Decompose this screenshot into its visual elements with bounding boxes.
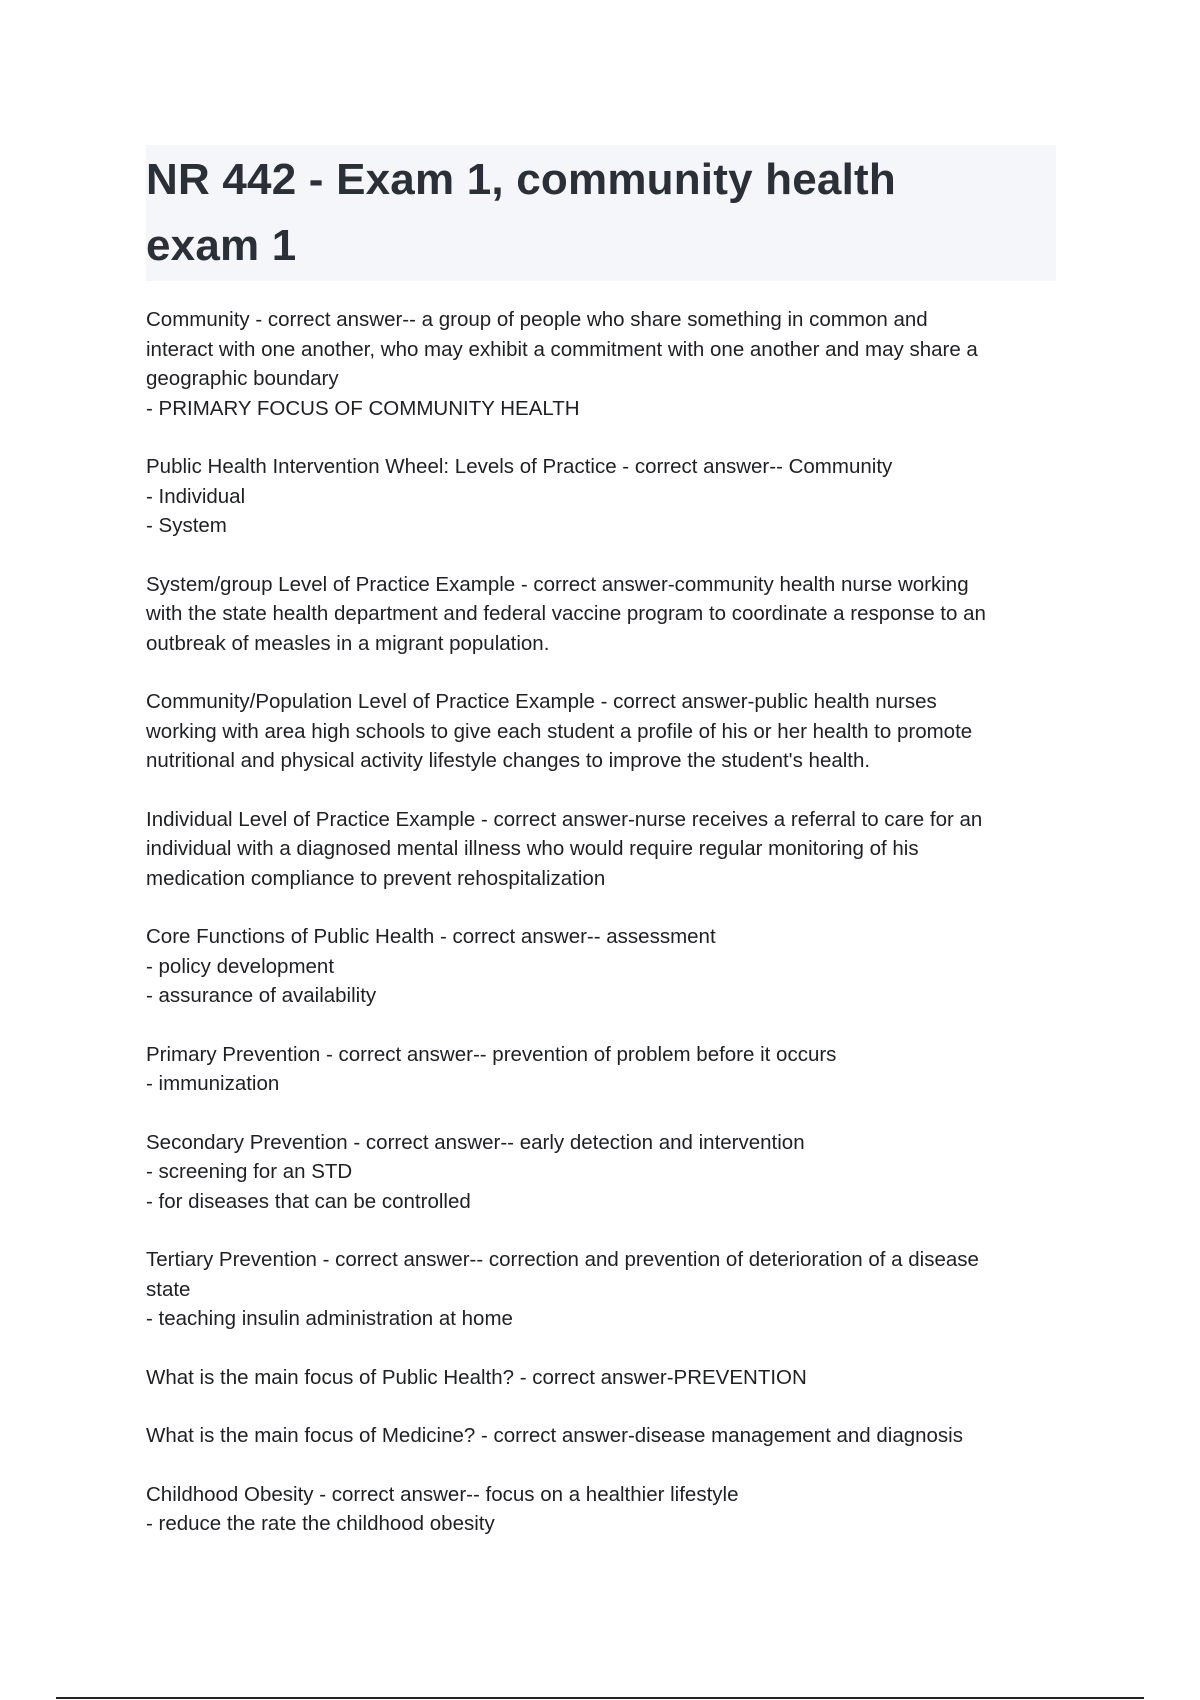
flashcard-list — [146, 305, 1066, 1568]
flashcard-entry — [146, 687, 1066, 776]
entry-text-line: - assurance of availability — [146, 984, 377, 1007]
entry-text-line: Tertiary Prevention - correct answer-- correction and prevention of deterioration of a disease — [146, 1248, 979, 1271]
entry-text-line: What is the main focus of Medicine? - correct answer-disease management and diagnosis — [146, 1424, 963, 1447]
entry-text-line: - policy development — [146, 954, 335, 978]
entry-text-line: individual with a diagnosed mental illness who would require regular monitoring of his — [146, 837, 919, 860]
entry-text-line: - for diseases that can be controlled — [146, 1189, 471, 1213]
entry-text-line: with the state health department and federal vaccine program to coordinate a response to an — [146, 602, 986, 625]
flashcard-entry — [146, 305, 1066, 423]
entry-text-line: working with area high schools to give each student a profile of his or her health to promote — [146, 719, 973, 743]
entry-text-line: Secondary Prevention - correct answer-- early detection and intervention — [146, 1130, 805, 1154]
entry-text-line: - reduce the rate the childhood obesity — [146, 1512, 495, 1535]
entry-text-line: Individual Level of Practice Example - correct answer-nurse receives a referral to care for an — [146, 807, 983, 831]
entry-text-line: medication compliance to prevent rehospitalization — [146, 866, 606, 890]
entry-text-line: - teaching insulin administration at home — [146, 1307, 513, 1330]
flashcard-entry — [146, 1480, 1066, 1539]
title-banner — [146, 145, 1056, 281]
entry-text-line: - immunization — [146, 1072, 280, 1095]
entry-text-line: outbreak of measles in a migrant population. — [146, 631, 550, 655]
entry-text-line: - Individual — [146, 484, 246, 508]
flashcard-entry — [146, 805, 1066, 894]
title-line: exam 1 — [146, 221, 297, 270]
flashcard-entry — [146, 1245, 1066, 1334]
entry-text-line: Community/Population Level of Practice Example - correct answer-public health nurses — [146, 690, 937, 713]
entry-text-line: state — [146, 1277, 191, 1301]
entry-text-line: Core Functions of Public Health - correct answer-- assessment — [146, 925, 716, 948]
flashcard-entry — [146, 1363, 1066, 1393]
footer-divider — [56, 1697, 1144, 1699]
flashcard-entry — [146, 1128, 1066, 1217]
entry-text-line: - PRIMARY FOCUS OF COMMUNITY HEALTH — [146, 396, 580, 420]
flashcard-entry — [146, 1421, 1066, 1451]
entry-text-line: Childhood Obesity - correct answer-- focus on a healthier lifestyle — [146, 1482, 739, 1506]
entry-text-line: What is the main focus of Public Health? - correct answer-PREVENTION — [146, 1365, 807, 1389]
flashcard-entry — [146, 452, 1066, 541]
flashcard-entry — [146, 1040, 1066, 1099]
entry-text-line: - screening for an STD — [146, 1160, 353, 1183]
page-title — [146, 145, 1056, 279]
title-line: NR 442 - Exam 1, community health — [146, 155, 896, 204]
entry-text-line: - System — [146, 514, 227, 537]
entry-text-line: geographic boundary — [146, 367, 339, 390]
entry-text-line: nutritional and physical activity lifestyle changes to improve the student's health. — [146, 749, 871, 772]
entry-text-line: Primary Prevention - correct answer-- prevention of problem before it occurs — [146, 1042, 837, 1066]
entry-text-line: Public Health Intervention Wheel: Levels of Practice - correct answer-- Community — [146, 455, 893, 478]
entry-text-line: System/group Level of Practice Example - correct answer-community health nurse working — [146, 572, 969, 596]
flashcard-entry — [146, 570, 1066, 659]
entry-text-line: interact with one another, who may exhibit a commitment with one another and may share a — [146, 337, 978, 361]
flashcard-entry — [146, 922, 1066, 1011]
entry-text-line: Community - correct answer-- a group of people who share something in common and — [146, 308, 928, 331]
